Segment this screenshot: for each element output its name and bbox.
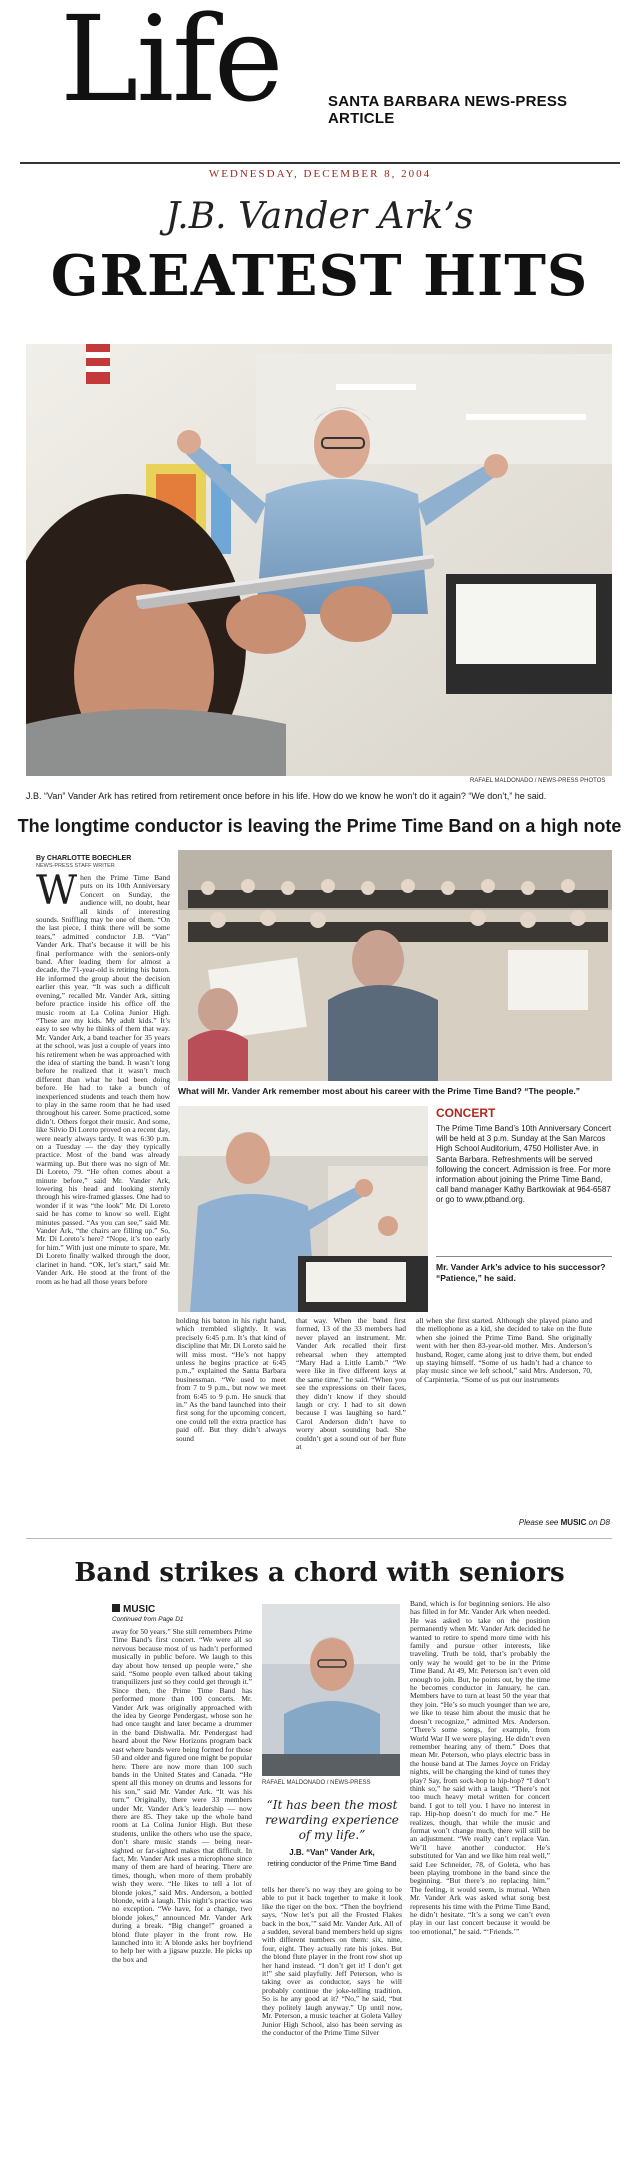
band-rehearsal-photo xyxy=(178,850,612,1081)
drop-cap: W xyxy=(36,868,78,914)
article-column-4 xyxy=(416,1317,592,1517)
article-divider xyxy=(26,1538,612,1539)
second-article-column-1: away for 50 years.” She still remembers Prime Time Band’s first concert. “We were all so nervous because most of us hadn’t performed musically in public before. We laugh to this day about how tensed up people were,” she said. “Some people even talked about taking tranquilizers just so they could get through it.” Since then, the Prime Time Band has performed more than 100 concerts. Mr. Vander Ark was originally approached with the idea by George Pendergast, whose son he had once taught and later became a drummer in the band Dishwalla. Mr. Pendergast had heard about the New Horizons program back east where bands were being formed for those 50 and older and figured one might be popular here. There are now more than 100 such bands in the United States and Canada. “He spent all this money on drums and lessons for his son,” said Mr. Vander Ark. “It was his turn.” Originally, there were 33 members under Mr. Vander Ark’s leadership — now there are 85. They take up the whole band room at La Colina Junior High. But these students, unlike the others who use the space, don’t share music stands — being near-sighted or far-sighted makes that difficult. In fact, Mr. Vander Ark uses a microphone since many of them are hard of hearing. There are times, though, when more of them probably wish they were. “He likes to tell a lot of blonde jokes,” said Mrs. Anderson, a bottled blonde, with a laugh. This night’s practice was no exception. “We have, for a change, two blonde jokes,” announced Mr. Vander Ark during a break. “Big change!” groaned a blond flute player in the front row. He launched into it: A blonde asks her boyfriend to help her with a jigsaw puzzle. He picks up the box and xyxy=(112,1627,252,1964)
conductor-leading-image xyxy=(178,1106,428,1312)
subhead: The longtime conductor is leaving the Prime Time Band on a high note xyxy=(17,816,622,836)
vander-ark-portrait xyxy=(262,1604,400,1776)
jump-line-page: on D8 xyxy=(588,1518,610,1527)
article-column-1-text: hen the Prime Time Band puts on its 10th Anniversary Concert on Sunday, the audience will, no doubt, hear all kinds of interesting sounds. Sniffling may be one of them. “On the last piece, I think there will be some tears,” admitted conductor J.B. “Van” Vander Ark. That’s because it will be his final performance with the seniors-only band. After leading them for almost a decade, the 71-year-old is retiring his baton. He informed the group about the decision earlier this year. “It was such a difficult evening,” recalled Mr. Vander Ark, sitting before practice inside his office off the music room at La Colina Junior High. “These are my kids. My adult kids.” It’s easy to see why he thinks of them that way. Mr. Vander Ark, a band teacher for 35 years at the school, was just a couple of years into his retirement when he was approached with the idea of starting the band. It wasn’t long before he realized that it wasn’t much different than what he had been doing before. He had to take a bunch of inexperienced students and teach them how to play in the same room that he had used throughout his career. Some practiced, some didn’t. Others forgot their music. And some, like Silvio Di Loreto proved on a recent day, were nearly always tardy. It was 6:30 p.m. on a Tuesday — the day they typically practice. Most of the band was already warming up. But there was no sign of Mr. Di Loreto, 79. “He often comes about a minute before,” said Mr. Vander Ark, lowering his head and looking sternly through his wire-framed glasses. One had to wonder if it was “the look” Mr. Di Loreto said he has come to know so well. Eight minutes passed. “As you can see,” said Mr. Vander Ark, “the chairs are filling up.” So, Mr. Di Loreto’s here? “Nope, it’s too early for him.” With just one minute to spare, Mr. Di Loreto finally walked through the door, clarinet in hand. “OK, let’s start,” said Mr. Vander Ark. He stood at the front of the room as he had all those years before xyxy=(36,873,170,1286)
pull-quote: “It has been the most rewarding experience of my life.” xyxy=(265,1798,399,1842)
continued-from: Continued from Page D1 xyxy=(112,1616,184,1623)
byline-role: NEWS-PRESS STAFF WRITER xyxy=(36,863,115,869)
jump-line-lead: Please see xyxy=(518,1518,559,1527)
main-photo xyxy=(26,344,612,776)
jump-line xyxy=(470,1518,610,1527)
conductor-with-flutist-image xyxy=(26,344,612,776)
source-label: SANTA BARBARA NEWS-PRESS ARTICLE xyxy=(328,93,568,127)
byline-author: By CHARLOTTE BOECHLER xyxy=(36,855,132,862)
second-article-column-3: Band, which is for beginning seniors. He also has filled in for Mr. Vander Ark when needed. He was asked to take on the position permanently when Mr. Vander Ark decided he wanted to retire to spend more time with his family and pursue other interests, like traveling. Truth be told, that’s probably the only way he would get to be in the Prime Time Band. At 49, Mr. Peterson isn’t even old enough to join. But, he points out, by the time he becomes conductor in January, he can. Members have to turn at least 50 the year that they join. “He’s so much younger than we are, we like to tease him about the music that he doesn’t recognize,” admitted Mrs. Anderson. “There’s some songs, for example, from World War II we were playing. He didn’t even remember hearing any of them.” Does that mean Mr. Peterson, who plays electric bass in the house band at The James Joyce on Friday nights, will be changing the kind of tunes they play? Say, from sock-hop to hip-hop? “I don’t think so,” he said with a laugh. “There’s not too much heavy metal written for concert band. I got to tell you. I have no interest in rap. Hip-hop doesn’t do much for me.” He realizes, though, that while the music and format won’t change much, there will still be an adjustment. “We really can’t replace Van. We’ll have another conductor. He’s substituted for Van and we like him real well,” said Lee Schneider, 78, of Goleta, who has been playing trombone in the band since the beginning. “But there’s no replacing him.” The feeling, it would seem, is mutual. When Mr. Vander Ark was asked what song best represents his time with the Prime Time Band, he didn’t hesitate. “It’s a song we can’t even play in our last concert because it would be too emotional,” he said. “‘Friends.’” xyxy=(410,1599,550,1936)
second-article-column-2: tells her there’s no way they are going to be able to put it back together to make it look like the tiger on the box. “Then the boyfriend says, ‘Now let’s put all the Frosted Flakes back in the box,’” said Mr. Vander Ark. All of a sudden, several band members held up signs with different numbers on them: six, nine, four, eight. They actually rate his jokes. But the blond flute player in the front row shot up her hand instead. “I don’t get it! I don’t get it!” she said playfully. Jeff Peterson, who is taking over as conductor, says he will probably continue the joke-telling tradition. So is he any good at it? “No,” he said, “but they politely laugh anyway.” Up until now, Mr. Peterson, a music teacher at Goleta Valley Junior High School, also has been serving as the conductor of the Prime Time Silver xyxy=(262,1885,402,2037)
masthead xyxy=(20,0,620,180)
main-photo-caption: J.B. “Van” Vander Ark has retired from retirement once before in his life. How do we know he won’t do it again? “We don’t,” he said. xyxy=(26,791,547,801)
pull-quote-name: J.B. “Van” Vander Ark, xyxy=(289,1848,375,1857)
pull-quote-role: retiring conductor of the Prime Time Band xyxy=(267,1861,397,1868)
portrait-credit: RAFAEL MALDONADO / NEWS-PRESS xyxy=(262,1780,371,1786)
article-column-1 xyxy=(36,868,170,1514)
concert-sidebar-text: The Prime Time Band’s 10th Anniversary Concert will be held at 3 p.m. Sunday at the San Marcos High School Auditorium, 4750 Hollister Ave. in Santa Barbara. Refreshments will be served following the concert. Admission is free. For more information about joining the Prime Time Band, call band manager Kathy Bartkowiak at 964-6587 or go to www.ptband.org. xyxy=(436,1124,612,1205)
article-column-3: that way. When the band first formed, 13 of the 33 members had never played an instrument. Mr. Vander Ark recalled their first rehearsal when they attempted “Mary Had a Little Lamb.” “We were like in five different keys at the same time,” he said. “When you see the expressions on their faces, they didn’t know if they should laugh or cry. I had to sit down because I was laughing so hard.” Carol Anderson didn’t have to worry about sounding bad. She couldn’t get a sound out of her flute at xyxy=(296,1316,406,1452)
main-photo-credit: RAFAEL MALDONADO / NEWS-PRESS PHOTOS xyxy=(470,778,606,784)
headline: GREATEST HITS xyxy=(50,243,589,309)
section-tag: MUSIC xyxy=(112,1604,155,1615)
band-rehearsal-image xyxy=(178,850,612,1081)
concert-sidebar-title: CONCERT xyxy=(436,1106,496,1120)
vander-ark-portrait-image xyxy=(262,1604,400,1776)
sidebar-divider xyxy=(436,1256,612,1257)
advice-callout: Mr. Vander Ark’s advice to his successor? “Patience,” he said. xyxy=(436,1262,606,1283)
article-column-2: holding his baton in his right hand, which trembled slightly. It was precisely 6:45 p.m. It’s that kind of discipline that Mr. Di Loreto said he will miss most. “He’s not happy unless he begins practice at 6:45 p.m.,” explained the Santa Barbara businessman. “We used to meet from 7 to 9 p.m., but now we meet from 6:45 to 9 p.m. He snuck that in.” As the band launched into their first song for the upcoming concert, one could tell the extra practice has paid off. But they didn’t always sound xyxy=(176,1316,286,1443)
issue-date: WEDNESDAY, DECEMBER 8, 2004 xyxy=(208,168,432,180)
section-logo: Life xyxy=(60,0,282,128)
band-photo-caption: What will Mr. Vander Ark remember most about his career with the Prime Time Band? “The people.” xyxy=(178,1086,580,1096)
second-headline: Band strikes a chord with seniors xyxy=(74,1558,565,1588)
conductor-photo xyxy=(178,1106,428,1312)
article-column-4-text: all when she first started. Although she played piano and the mellophone as a kid, she decided to take on the flute when she joined the Prime Time Band. She originally went with her then 83-year-old mother. Mrs. Anderson’s husband, Roger, came along just to drive them, but ended up staying himself. “Some of us hadn’t had a chance to play music since we left school,” said Mrs. Anderson, 70, of Carpinteria. “Some of us put our instruments xyxy=(416,1316,592,1384)
masthead-rule xyxy=(20,162,620,164)
headline-kicker: J.B. Vander Ark’s xyxy=(165,196,474,237)
jump-line-section: MUSIC xyxy=(560,1518,587,1527)
